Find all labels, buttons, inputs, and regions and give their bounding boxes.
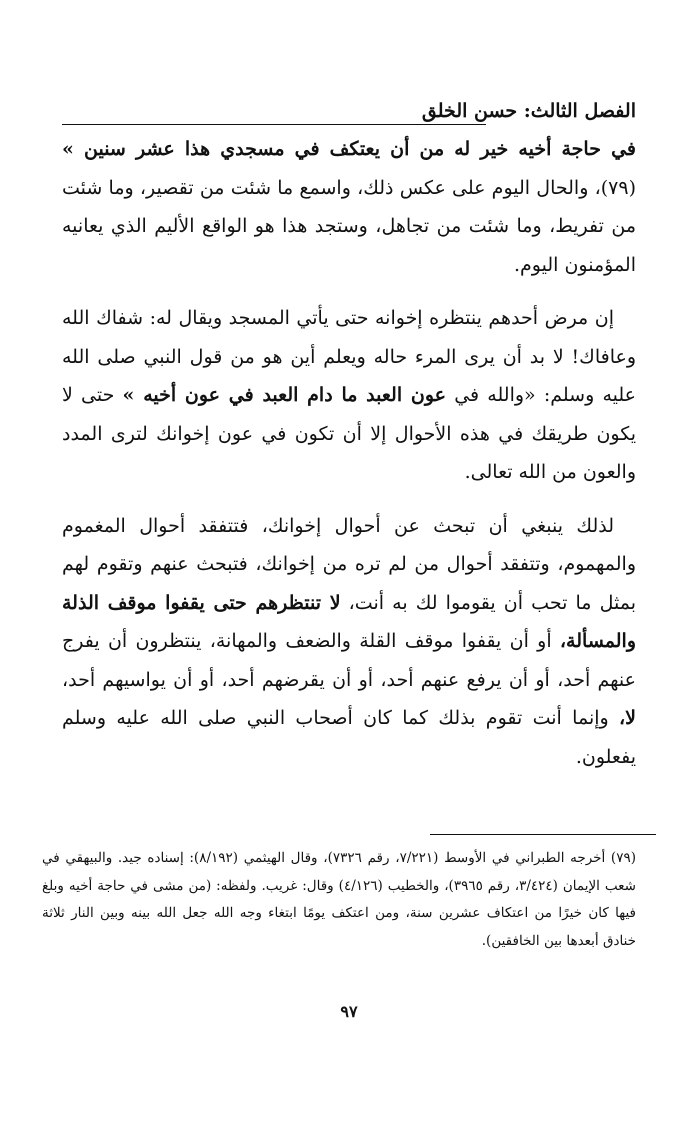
paragraph-segment: وإنما أنت تقوم بذلك كما كان أصحاب النبي صلى الله عليه وسلم يفعلون. (62, 707, 636, 768)
paragraph-segment: لا، (619, 707, 636, 729)
paragraph-segment: عون العبد ما دام العبد في عون أخيه » (122, 384, 446, 406)
paragraph-segment: إن مرض أحدهم ينتظره إخوانه حتى يأتي المسجد ويقال له: شفاك الله وعافاك! لا بد أن يرى المرء حاله ويعلم أين هو من قول النبي صلى الله عليه وسلم: «والله في (62, 307, 637, 406)
footnote: (٧٩) أخرجه الطبراني في الأوسط (٧/٢٢١، رقم ٧٣٢٦)، وقال الهيثمي (٨/١٩٢): إسناده جيد. والبيهقي في شعب الإيمان (٣/٤٢٤، رقم ٣٩٦٥)، والخطيب (٤/١٢٦) وقال: غريب. ولفظه: (من مشى في حاجة أخيه وبلغ فيها كان خيرًا من اعتكاف عشرين سنة، ومن اعتكف يومًا ابتغاء وجه الله جعل الله بينه وبين النار ثلاثة خنادق أبعدها بين الخافقين). (42, 850, 636, 949)
page-number: ٩٧ (340, 1002, 358, 1021)
paragraph-segment: في حاجة أخيه خير له من أن يعتكف في مسجدي هذا عشر سنين » (62, 138, 636, 160)
paragraph-segment: لذلك ينبغي أن تبحث عن أحوال إخوانك، فتتفقد أحوال المغموم والمهموم، وتتفقد أحوال من لم تره من إخوانك، فتبحث عنهم وتقوم لهم بمثل ما تحب أن يقوموا لك به أنت، (62, 514, 636, 614)
paragraph-segment: حتى لا يكون طريقك في هذه الأحوال إلا أن تكون في عون إخوانك لترى المدد والعون من الله تعالى. (62, 384, 636, 483)
footnotes (42, 845, 636, 955)
header-rule (62, 124, 486, 125)
footnote-separator (430, 834, 656, 835)
paragraph (62, 507, 636, 777)
main-text (62, 130, 636, 776)
paragraph (62, 299, 636, 492)
paragraph-segment: لا تنتظرهم حتى يقفوا موقف الذلة والمسألة، (62, 591, 636, 652)
paragraph-segment: أو أن يقفوا موقف القلة والضعف والمهانة، ينتظرون أن يفرج عنهم أحد، أو أن يرفع عنهم أحد، أو أن يقرضهم أحد، أو أن يواسيهم أحد، (62, 630, 636, 691)
running-header (62, 96, 636, 130)
paragraph-segment: (٧٩)، والحال اليوم على عكس ذلك، واسمع ما شئت من تقصير، وما شئت من تفريط، وما شئت من تجاهل، وستجد هذا هو الواقع الأليم الذي يعانيه المؤمنون اليوم. (62, 176, 636, 276)
chapter-title: الفصل الثالث: حسن الخلق (421, 100, 636, 122)
paragraph (62, 130, 636, 284)
